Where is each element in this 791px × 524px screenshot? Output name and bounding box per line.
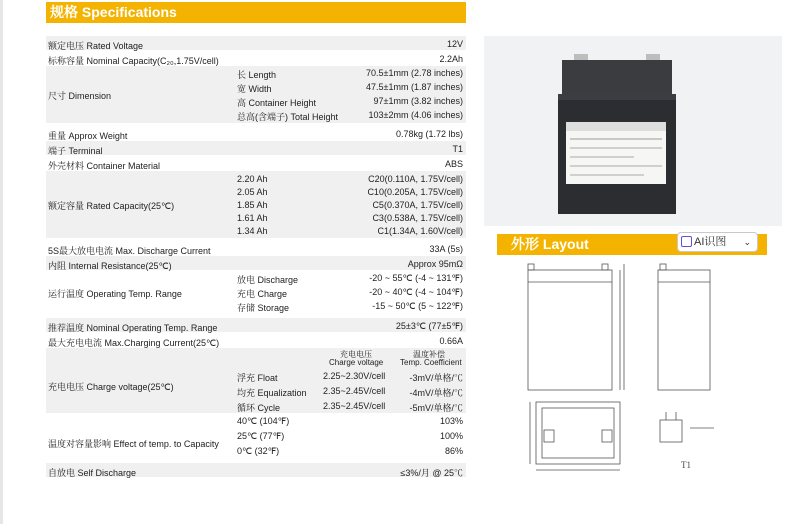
row-self-discharge — [46, 463, 466, 478]
rated-capacity-rate: C1(1.34A, 1.60V/cell) — [377, 226, 463, 236]
dimension-height-name: 高 Container Height — [237, 98, 317, 108]
page-left-border — [0, 0, 3, 524]
rated-capacity-ah: 1.85 Ah — [237, 200, 268, 210]
internal-resistance-label: 内阻 Internal Resistance(25℃) — [48, 261, 172, 271]
dimension-total-height-value: 103±2mm (4.06 inches) — [368, 110, 463, 120]
float-name: 浮充 Float — [237, 373, 278, 383]
rated-capacity-rate: C3(0.538A, 1.75V/cell) — [372, 213, 463, 223]
nominal-capacity-value: 2.2Ah — [439, 54, 463, 64]
dimension-total-height-name: 总高(含端子) Total Height — [237, 112, 339, 122]
terminal-value: T1 — [452, 144, 463, 154]
storage-temp-value: -15 ~ 50℃ (5 ~ 122℉) — [372, 301, 463, 311]
charge-voltage-col-cn: 充电电压 — [340, 350, 372, 359]
terminal-t1-label: T1 — [681, 460, 691, 470]
battery-photo — [484, 36, 782, 226]
temp-coef-col-cn: 温度补偿 — [413, 350, 445, 359]
row-container-material — [46, 156, 466, 171]
ai-scan-icon — [681, 236, 692, 247]
row-weight — [46, 126, 466, 141]
discharge-temp-value: -20 ~ 55℃ (-4 ~ 131℉) — [369, 273, 463, 283]
row-nominal-operating-temp — [46, 318, 466, 333]
dimension-width-name: 宽 Width — [237, 84, 272, 94]
temp-effect-value: 100% — [439, 431, 463, 441]
equalization-name: 均充 Equalization — [237, 388, 307, 398]
temp-effect-value: 103% — [439, 416, 463, 426]
rated-capacity-ah: 1.61 Ah — [237, 213, 268, 223]
internal-resistance-value: Approx 95mΩ — [407, 259, 463, 269]
rated-capacity-ah: 2.05 Ah — [237, 187, 268, 197]
charge-voltage-label: 充电电压 Charge voltage(25℃) — [48, 382, 174, 392]
float-coef: -3mV/单格/℃ — [409, 373, 463, 383]
rated-capacity-rate: C5(0.370A, 1.75V/cell) — [372, 200, 463, 210]
operating-temp-label: 运行温度 Operating Temp. Range — [48, 289, 182, 299]
temp-effect-temp: 0℃ (32℉) — [237, 446, 280, 456]
rated-capacity-ah: 1.34 Ah — [237, 226, 268, 236]
row-nominal-capacity — [46, 51, 466, 66]
ai-recognize-button[interactable] — [677, 232, 758, 252]
nominal-temp-value: 25±3℃ (77±5℉) — [395, 321, 463, 331]
temp-coef-col-en: Temp. Coefficient — [400, 358, 462, 367]
temp-effect-value: 86% — [444, 446, 463, 456]
dimension-width-value: 47.5±1mm (1.87 inches) — [366, 82, 463, 92]
storage-temp-name: 存储 Storage — [237, 303, 290, 313]
temp-effect-temp: 40℃ (104℉) — [237, 416, 290, 426]
rated-capacity-rate: C20(0.110A, 1.75V/cell) — [368, 174, 463, 184]
layout-header: 外形 Layout — [497, 234, 767, 255]
layout-drawing — [500, 262, 785, 477]
dimension-length-value: 70.5±1mm (2.78 inches) — [366, 68, 463, 78]
cycle-name: 循环 Cycle — [237, 403, 281, 413]
row-temp-effect — [46, 414, 466, 459]
specifications-header: 规格 Specifications — [46, 2, 466, 23]
max-charging-value: 0.66A — [439, 336, 463, 346]
weight-label: 重量 Approx Weight — [48, 131, 128, 141]
rated-capacity-rate: C10(0.205A, 1.75V/cell) — [367, 187, 463, 197]
charge-voltage-col-en: Charge voltage — [329, 358, 384, 367]
rated-capacity-label: 额定容量 Rated Capacity(25℃) — [48, 201, 175, 211]
spec-table — [46, 36, 466, 478]
row-rated-voltage — [46, 36, 466, 51]
rated-voltage-label: 额定电压 Rated Voltage — [48, 41, 144, 51]
container-material-value: ABS — [444, 159, 463, 169]
self-discharge-value: ≤3%/月 @ 25℃ — [400, 468, 463, 478]
self-discharge-label: 自放电 Self Discharge — [48, 468, 137, 478]
temp-effect-label: 温度对容量影响 Effect of temp. to Capacity — [48, 439, 219, 449]
max-discharge-value: 33A (5s) — [429, 244, 463, 254]
row-charge-voltage — [46, 348, 466, 414]
row-dimension — [46, 66, 466, 124]
row-operating-temp — [46, 271, 466, 316]
nominal-capacity-label: 标称容量 Nominal Capacity(C₂₀,1.75V/cell) — [48, 56, 219, 66]
weight-value: 0.78kg (1.72 lbs) — [395, 129, 463, 139]
dimension-height-value: 97±1mm (3.82 inches) — [373, 96, 463, 106]
charge-temp-name: 充电 Charge — [237, 289, 288, 299]
nominal-temp-label: 推荐温度 Nominal Operating Temp. Range — [48, 323, 218, 333]
float-voltage: 2.25~2.30V/cell — [323, 371, 386, 381]
equalization-voltage: 2.35~2.45V/cell — [323, 386, 386, 396]
dimension-label: 尺寸 Dimension — [48, 91, 112, 101]
temp-effect-temp: 25℃ (77℉) — [237, 431, 285, 441]
max-discharge-label: 5S最大放电电流 Max. Discharge Current — [48, 246, 211, 256]
rated-voltage-value: 12V — [446, 39, 463, 49]
equalization-coef: -4mV/单格/℃ — [409, 388, 463, 398]
dimension-length-name: 长 Length — [237, 70, 277, 80]
cycle-voltage: 2.35~2.45V/cell — [323, 401, 386, 411]
row-rated-capacity — [46, 171, 466, 239]
max-charging-label: 最大充电电流 Max.Charging Current(25℃) — [48, 338, 220, 348]
chevron-down-icon: ⌄ — [743, 237, 751, 247]
container-material-label: 外壳材料 Container Material — [48, 161, 161, 171]
row-terminal — [46, 141, 466, 156]
row-max-charging-current — [46, 333, 466, 348]
row-internal-resistance — [46, 256, 466, 271]
terminal-label: 端子 Terminal — [48, 146, 103, 156]
row-max-discharge — [46, 241, 466, 256]
cycle-coef: -5mV/单格/℃ — [409, 403, 463, 413]
rated-capacity-ah: 2.20 Ah — [237, 174, 268, 184]
ai-button-label: AI识图 — [694, 236, 727, 248]
charge-temp-value: -20 ~ 40℃ (-4 ~ 104℉) — [369, 287, 463, 297]
discharge-temp-name: 放电 Discharge — [237, 275, 299, 285]
